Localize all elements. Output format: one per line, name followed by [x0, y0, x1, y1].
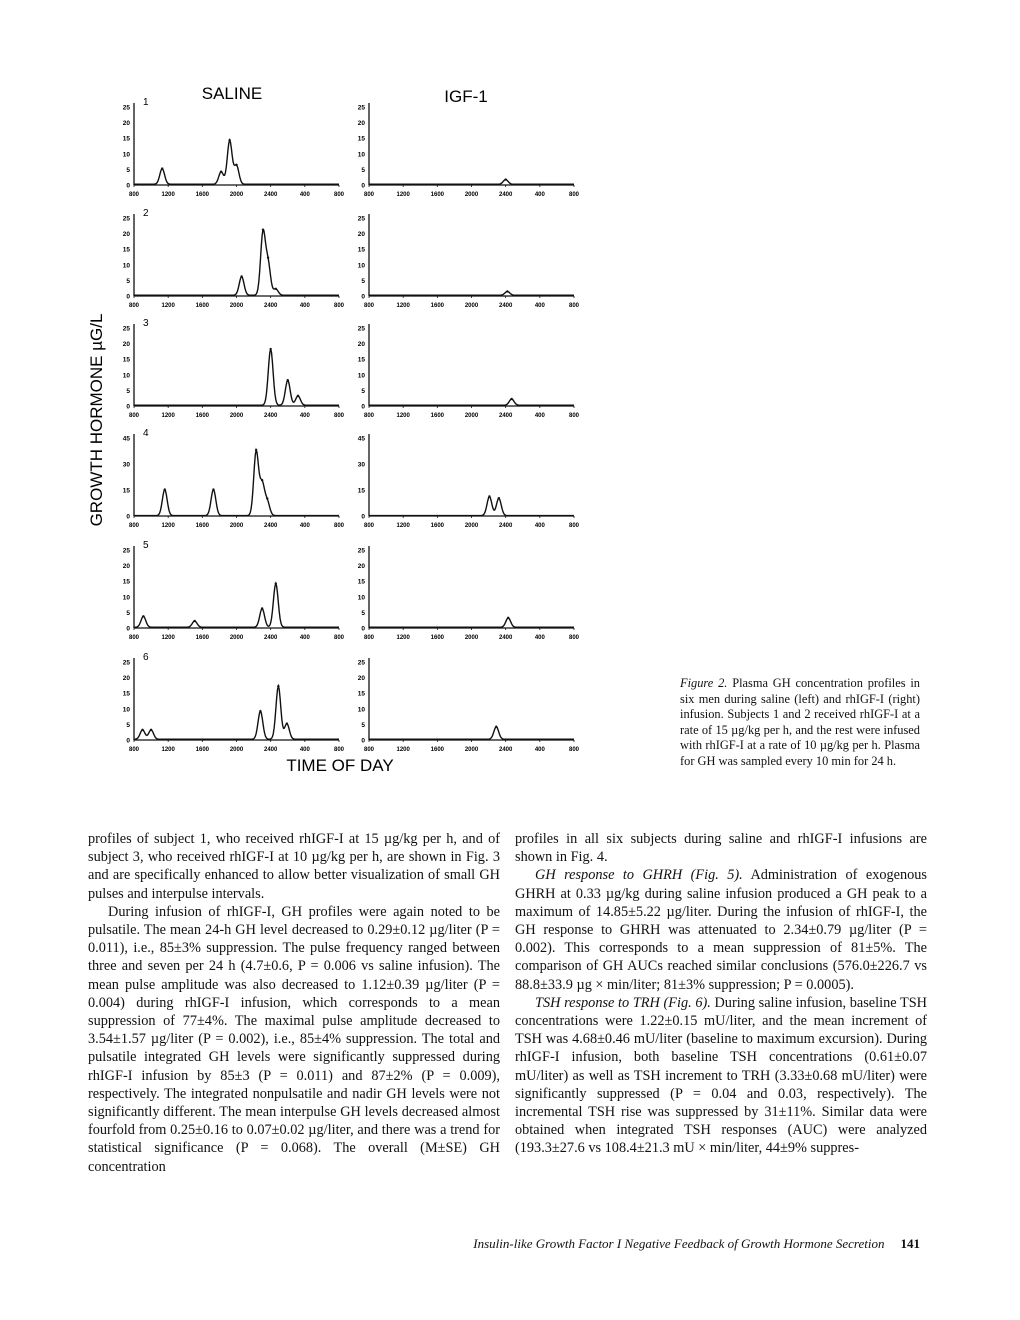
- y-tick-label: 45: [357, 435, 365, 443]
- x-tick-label: 400: [299, 303, 310, 309]
- y-tick-label: 15: [122, 356, 130, 364]
- y-tick-label: 25: [357, 215, 365, 223]
- x-tick-label: 2400: [263, 747, 278, 753]
- x-tick-label: 2400: [263, 192, 278, 198]
- panel-subject-1-saline: [123, 97, 345, 198]
- x-tick-label: 2400: [498, 413, 513, 419]
- x-tick-label: 800: [568, 413, 580, 419]
- y-tick-label: 0: [126, 737, 130, 745]
- gh-profile-line: [134, 584, 339, 628]
- x-tick-label: 2000: [464, 635, 479, 641]
- y-tick-label: 0: [126, 293, 130, 301]
- x-tick-label: 1600: [195, 747, 210, 753]
- peak-point: [510, 398, 512, 400]
- igf1-heading: IGF-1: [444, 87, 488, 106]
- x-tick-label: 400: [299, 635, 310, 641]
- y-tick-label: 20: [122, 120, 130, 128]
- x-tick-label: 1200: [161, 635, 175, 641]
- x-tick-label: 1600: [195, 635, 210, 641]
- y-tick-label: 25: [357, 104, 365, 112]
- peak-point: [507, 617, 509, 619]
- y-tick-label: 10: [122, 151, 130, 159]
- peak-point: [141, 729, 143, 731]
- peak-point: [261, 479, 263, 481]
- y-tick-label: 20: [357, 231, 365, 239]
- x-tick-label: 400: [534, 413, 545, 419]
- y-tick-label: 15: [122, 690, 130, 698]
- peak-point: [255, 449, 257, 451]
- x-tick-label: 400: [534, 747, 545, 753]
- panel-grid: [123, 97, 580, 753]
- x-tick-label: 800: [568, 192, 580, 198]
- y-tick-label: 15: [357, 356, 365, 364]
- x-tick-label: 2000: [464, 747, 479, 753]
- running-title: Insulin-like Growth Factor I Negative Feedback of Growth Hormone Secretion: [473, 1236, 885, 1251]
- x-tick-label: 1600: [195, 523, 210, 529]
- y-tick-label: 10: [357, 594, 365, 602]
- panel-subject-5-saline: [123, 540, 345, 641]
- peak-point: [150, 729, 152, 731]
- panel-subject-4-igf1: [358, 434, 580, 529]
- x-tick-label: 1200: [161, 747, 175, 753]
- peak-point: [504, 178, 506, 180]
- x-tick-label: 800: [128, 413, 140, 419]
- x-tick-label: 400: [299, 747, 310, 753]
- x-tick-label: 800: [333, 303, 345, 309]
- panel-subject-1-igf1: [358, 103, 580, 198]
- y-tick-label: 20: [357, 341, 365, 349]
- y-tick-label: 10: [357, 706, 365, 714]
- y-tick-label: 0: [126, 403, 130, 411]
- y-tick-label: 10: [122, 594, 130, 602]
- x-tick-label: 1600: [430, 192, 445, 198]
- paragraph: profiles in all six subjects during saline and rhIGF-I infusions are shown in Fig. 4.: [515, 831, 927, 866]
- gh-profile-line: [134, 686, 339, 739]
- y-tick-label: 20: [122, 231, 130, 239]
- peak-point: [297, 395, 299, 397]
- x-tick-label: 800: [363, 303, 375, 309]
- peak-point: [498, 497, 500, 499]
- subject-number: 4: [143, 428, 149, 439]
- subject-number: 6: [143, 652, 149, 663]
- x-tick-label: 2400: [263, 523, 278, 529]
- peak-point: [142, 615, 144, 617]
- x-tick-label: 2000: [229, 413, 244, 419]
- y-tick-label: 5: [126, 721, 130, 729]
- x-tick-label: 2000: [229, 747, 244, 753]
- x-tick-label: 2000: [229, 523, 244, 529]
- subject-number: 2: [143, 208, 149, 219]
- x-tick-label: 800: [333, 413, 345, 419]
- y-tick-label: 20: [122, 563, 130, 571]
- x-tick-label: 1600: [195, 413, 210, 419]
- caption-text: Plasma GH concentration profiles in six men during saline (left) and rhIGF-I (right) infusion. Subjects 1 and 2 received rhIGF-I at a rate of 15 µg/kg per h, and the rest were infused with rhIGF-I at a rate of 10 µg/kg per h. Plasma for GH was sampled every 10 min for 24 h.: [680, 676, 921, 768]
- x-tick-label: 1200: [161, 192, 175, 198]
- x-tick-label: 2400: [498, 635, 513, 641]
- x-tick-label: 1200: [161, 303, 175, 309]
- x-tick-label: 1600: [430, 747, 445, 753]
- peak-point: [488, 495, 490, 497]
- x-tick-label: 2000: [464, 192, 479, 198]
- y-tick-label: 10: [357, 151, 365, 159]
- y-tick-label: 10: [122, 372, 130, 380]
- panel-subject-5-igf1: [358, 546, 580, 641]
- gh-profile-line: [369, 399, 574, 405]
- x-tick-label: 1200: [161, 523, 175, 529]
- y-tick-label: 25: [357, 325, 365, 333]
- x-tick-label: 1200: [161, 413, 175, 419]
- section-heading: TSH response to TRH (Fig. 6).: [535, 994, 711, 1011]
- peak-point: [259, 710, 261, 712]
- section-heading: GH response to GHRH (Fig. 5).: [535, 867, 743, 884]
- x-tick-label: 400: [534, 303, 545, 309]
- x-tick-label: 2000: [229, 635, 244, 641]
- body-column-left: [88, 830, 500, 1176]
- x-tick-label: 800: [128, 523, 140, 529]
- gh-profile-line: [134, 140, 339, 184]
- x-tick-label: 1200: [396, 413, 410, 419]
- subject-number: 3: [143, 318, 149, 329]
- peak-point: [506, 290, 508, 292]
- x-tick-label: 400: [534, 192, 545, 198]
- y-tick-label: 25: [122, 215, 130, 223]
- y-tick-label: 0: [361, 513, 365, 521]
- x-tick-label: 2000: [229, 303, 244, 309]
- paragraph: profiles of subject 1, who received rhIGF-I at 15 µg/kg per h, and of subject 3, who received rhIGF-I at 10 µg/kg per h, are shown in Fig. 3 and are specifically enhanced to allow better visualization of small GH pulses and interpulse intervals.: [88, 831, 500, 902]
- x-tick-label: 800: [568, 303, 580, 309]
- y-tick-label: 30: [122, 461, 130, 469]
- panel-subject-3-igf1: [358, 324, 580, 419]
- figure-caption: [680, 676, 920, 770]
- y-tick-label: 15: [357, 578, 365, 586]
- section-text: During saline infusion, baseline TSH concentrations were 1.22±0.15 mU/liter, and the mean increment of TSH was 4.68±0.46 mU/liter (baseline to maximum excursion). During rhIGF-I infusion, both baseline TSH concentrations (0.61±0.07 mU/liter) as well as TSH increment to TRH (3.33±0.68 mU/liter) were significantly suppressed (P = 0.04 and 0.03, respectively). The incremental TSH rise was suppressed by 31±11%. Similar data were obtained when integrated TSH responses (AUC) were analyzed (193.3±27.6 vs 108.4±21.3 mU × min/liter, 44±9% suppres-: [515, 994, 927, 1157]
- y-tick-label: 10: [122, 262, 130, 270]
- y-tick-label: 10: [122, 706, 130, 714]
- x-tick-label: 2400: [263, 413, 278, 419]
- peak-point: [269, 348, 271, 350]
- y-tick-label: 15: [122, 135, 130, 143]
- y-tick-label: 0: [361, 625, 365, 633]
- y-tick-label: 5: [126, 609, 130, 617]
- x-tick-label: 400: [299, 413, 310, 419]
- x-tick-label: 400: [534, 523, 545, 529]
- gh-profile-line: [369, 618, 574, 627]
- x-tick-label: 2000: [464, 523, 479, 529]
- panel-subject-6-saline: [123, 652, 345, 753]
- y-tick-label: 20: [122, 675, 130, 683]
- x-tick-label: 1200: [396, 523, 410, 529]
- y-tick-label: 0: [126, 182, 130, 190]
- x-tick-label: 800: [568, 747, 580, 753]
- y-tick-label: 5: [361, 166, 365, 174]
- body-column-right: [515, 830, 927, 1158]
- paragraph: [515, 994, 927, 1158]
- x-tick-label: 1200: [396, 635, 410, 641]
- peak-point: [287, 379, 289, 381]
- caption-label: Figure 2.: [680, 676, 728, 690]
- x-tick-label: 2400: [263, 635, 278, 641]
- y-tick-label: 20: [357, 563, 365, 571]
- x-tick-label: 1600: [195, 192, 210, 198]
- x-tick-label: 1200: [396, 303, 410, 309]
- subject-number: 5: [143, 540, 149, 551]
- x-tick-label: 1600: [195, 303, 210, 309]
- page-number: 141: [900, 1236, 920, 1251]
- peak-point: [235, 164, 237, 166]
- x-tick-label: 800: [333, 192, 345, 198]
- y-tick-label: 20: [357, 120, 365, 128]
- y-tick-label: 25: [122, 104, 130, 112]
- x-tick-label: 2400: [498, 523, 513, 529]
- gh-profile-line: [369, 180, 574, 185]
- y-tick-label: 0: [126, 625, 130, 633]
- y-tick-label: 20: [122, 341, 130, 349]
- peak-point: [266, 497, 268, 499]
- peak-point: [220, 170, 222, 172]
- y-tick-label: 5: [126, 166, 130, 174]
- gh-profile-line: [369, 727, 574, 739]
- peak-point: [212, 488, 214, 490]
- x-tick-label: 1600: [430, 303, 445, 309]
- y-tick-label: 5: [361, 609, 365, 617]
- x-tick-label: 800: [128, 192, 140, 198]
- gh-profile-line: [134, 450, 339, 516]
- y-tick-label: 20: [357, 675, 365, 683]
- y-tick-label: 15: [122, 487, 130, 495]
- x-tick-label: 800: [128, 747, 140, 753]
- y-tick-label: 0: [361, 737, 365, 745]
- y-tick-label: 5: [361, 721, 365, 729]
- peak-point: [275, 582, 277, 584]
- peak-point: [275, 288, 277, 290]
- peak-point: [164, 488, 166, 490]
- x-tick-label: 1200: [396, 747, 410, 753]
- y-tick-label: 30: [357, 461, 365, 469]
- x-tick-label: 400: [299, 192, 310, 198]
- y-tick-label: 5: [361, 277, 365, 285]
- x-tick-label: 800: [333, 635, 345, 641]
- panel-subject-6-igf1: [358, 658, 580, 753]
- y-tick-label: 25: [122, 659, 130, 667]
- peak-point: [495, 726, 497, 728]
- panel-subject-2-igf1: [358, 214, 580, 309]
- x-tick-label: 1600: [430, 523, 445, 529]
- x-tick-label: 2000: [464, 303, 479, 309]
- y-tick-label: 5: [361, 387, 365, 395]
- x-tick-label: 1600: [430, 635, 445, 641]
- peak-point: [262, 228, 264, 230]
- paragraph: During infusion of rhIGF-I, GH profiles were again noted to be pulsatile. The mean 24-h GH level decreased to 0.29±0.12 µg/liter (P = 0.011), i.e., 85±3% suppression. The pulse frequency ranged between three and seven per 24 h (4.7±0.6, P = 0.006 vs saline infusion). The mean pulse amplitude was also decreased to 1.12±0.39 µg/liter (P = 0.004) during rhIGF-I infusion, which corresponds to a mean suppression of 77±4%. The maximal pulse amplitude decreased to 3.54±1.57 µg/liter (P = 0.002), i.e., 85±4% suppression. The total and pulsatile integrated GH levels were significantly suppressed during rhIGF-I infusion by 85±3 (P = 0.011) and 87±2% (P = 0.009), respectively. The integrated nonpulsatile and nadir GH levels were not significantly different. The mean interpulse GH levels decreased almost fourfold from 0.25±0.16 to 0.07±0.02 µg/liter, and there was a trend for statistical significance (P = 0.068). The overall (M±SE) GH concentration: [88, 903, 500, 1175]
- x-tick-label: 800: [333, 747, 345, 753]
- y-tick-label: 0: [361, 403, 365, 411]
- x-tick-label: 2400: [498, 192, 513, 198]
- y-tick-label: 15: [357, 690, 365, 698]
- x-tick-label: 800: [363, 523, 375, 529]
- y-tick-label: 10: [357, 372, 365, 380]
- x-tick-label: 400: [299, 523, 310, 529]
- y-tick-label: 45: [122, 435, 130, 443]
- peak-point: [240, 275, 242, 277]
- x-tick-label: 2000: [229, 192, 244, 198]
- x-tick-label: 800: [363, 635, 375, 641]
- x-tick-label: 2400: [498, 747, 513, 753]
- panel-subject-2-saline: [123, 208, 345, 309]
- panel-subject-4-saline: [123, 428, 345, 529]
- paragraph: [515, 866, 927, 993]
- peak-point: [193, 620, 195, 622]
- page-footer: [420, 1236, 920, 1252]
- x-tick-label: 800: [568, 523, 580, 529]
- x-tick-label: 800: [128, 303, 140, 309]
- y-tick-label: 0: [126, 513, 130, 521]
- peak-point: [267, 257, 269, 259]
- x-tick-label: 1200: [396, 192, 410, 198]
- peak-point: [277, 685, 279, 687]
- saline-heading: SALINE: [201, 84, 263, 103]
- x-tick-label: 800: [568, 635, 580, 641]
- x-tick-label: 400: [534, 635, 545, 641]
- y-tick-label: 0: [361, 182, 365, 190]
- y-tick-label: 15: [357, 487, 365, 495]
- y-tick-label: 0: [361, 293, 365, 301]
- x-axis-label: TIME OF DAY: [286, 756, 394, 775]
- x-tick-label: 800: [333, 523, 345, 529]
- x-tick-label: 800: [363, 192, 375, 198]
- gh-profile-line: [369, 496, 574, 515]
- x-tick-label: 2000: [464, 413, 479, 419]
- x-tick-label: 2400: [498, 303, 513, 309]
- peak-point: [161, 167, 163, 169]
- subject-number: 1: [143, 97, 149, 108]
- section-text: Administration of exogenous GHRH at 0.33 µg/kg during saline infusion produced a GH peak to a maximum of 14.85±5.22 µg/liter. During the infusion of rhIGF-I, the GH response to GHRH was attenuated to 2.34±0.79 µg/liter (P = 0.002). This corresponds to a mean suppression of 81±5%. The comparison of GH AUCs reached similar conclusions (576.0±226.7 vs 88.8±33.9 µg × min/liter; 81±3% suppression; P = 0.0005).: [515, 867, 927, 993]
- y-tick-label: 25: [357, 659, 365, 667]
- x-tick-label: 800: [363, 413, 375, 419]
- y-tick-label: 15: [357, 246, 365, 254]
- y-tick-label: 25: [122, 325, 130, 333]
- y-tick-label: 5: [126, 387, 130, 395]
- gh-profile-line: [134, 230, 339, 296]
- y-axis-label: GROWTH HORMONE µG/L: [87, 313, 106, 527]
- x-tick-label: 2400: [263, 303, 278, 309]
- y-tick-label: 15: [357, 135, 365, 143]
- y-tick-label: 10: [357, 262, 365, 270]
- panel-subject-3-saline: [123, 318, 345, 419]
- x-tick-label: 1600: [430, 413, 445, 419]
- peak-point: [286, 722, 288, 724]
- x-tick-label: 800: [363, 747, 375, 753]
- y-tick-label: 25: [357, 547, 365, 555]
- y-tick-label: 15: [122, 246, 130, 254]
- y-tick-label: 5: [126, 277, 130, 285]
- gh-profile-line: [134, 349, 339, 405]
- peak-point: [261, 607, 263, 609]
- peak-point: [228, 139, 230, 141]
- y-tick-label: 25: [122, 547, 130, 555]
- x-tick-label: 800: [128, 635, 140, 641]
- gh-profile-line: [369, 291, 574, 295]
- y-tick-label: 15: [122, 578, 130, 586]
